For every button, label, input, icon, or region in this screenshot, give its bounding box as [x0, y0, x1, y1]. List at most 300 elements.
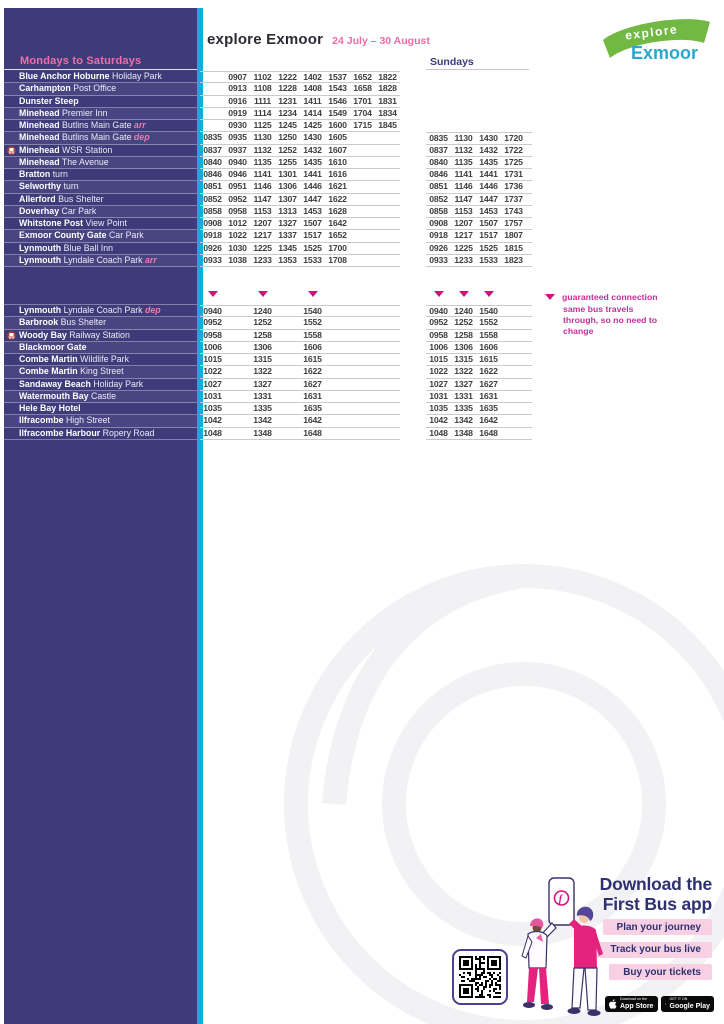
stop-row [4, 391, 197, 403]
sun-time-row [426, 145, 532, 157]
stop-row [4, 218, 197, 230]
time-cell: 0858 [203, 205, 222, 216]
stop-name-bold: Lynmouth [19, 242, 62, 253]
time-cell: 0940 [228, 156, 247, 167]
time-cell: 1606 [479, 341, 498, 352]
time-cell [350, 306, 375, 317]
time-cell [350, 230, 375, 241]
time-cell: 1258 [253, 329, 272, 340]
stop-name-bold: Exmoor County Gate [19, 230, 107, 241]
time-cell [501, 120, 526, 132]
time-cell: 1822 [378, 72, 397, 82]
svg-text:explore: explore [624, 22, 679, 43]
time-cell: 1621 [328, 181, 347, 192]
google-play-badge [661, 996, 714, 1012]
sun-time-row [426, 181, 532, 193]
time-cell: 1736 [504, 181, 523, 192]
stop-name-rest: The Avenue [61, 156, 109, 167]
time-cell: 1307 [278, 193, 297, 204]
stop-row [4, 354, 197, 366]
time-cell: 1828 [378, 83, 397, 94]
time-cell [225, 342, 250, 353]
time-cell [225, 354, 250, 365]
time-cell: 1628 [328, 205, 347, 216]
time-cell: 1252 [454, 317, 473, 328]
time-cell: 1635 [479, 403, 498, 413]
weekday-header: Mondays to Saturdays [20, 55, 142, 67]
stop-name-rest: Butlins Main Gate [62, 132, 132, 143]
stop-name-suffix: dep [145, 305, 161, 315]
time-cell: 1231 [278, 95, 297, 106]
time-cell: 1525 [303, 242, 322, 253]
time-cell: 1543 [328, 83, 347, 94]
sun-time-row [426, 305, 532, 317]
time-cell: 1042 [203, 415, 222, 426]
time-cell: 1720 [504, 133, 523, 144]
ms-time-row [200, 330, 400, 342]
ms-time-row [200, 96, 400, 108]
time-cell: 0852 [429, 193, 448, 204]
explore-exmoor-logo [598, 12, 714, 66]
time-cell: 1225 [454, 242, 473, 253]
time-cell: 0907 [228, 72, 247, 82]
time-cell [350, 403, 375, 414]
time-cell: 1549 [328, 107, 347, 118]
ms-gap [200, 267, 400, 305]
time-cell [225, 428, 250, 439]
time-cell: 0840 [429, 156, 448, 167]
stop-name-bold: Selworthy [19, 181, 62, 192]
ms-time-row [200, 391, 400, 403]
rail-interchange-icon [7, 146, 16, 155]
time-cell: 1616 [328, 169, 347, 179]
time-cell: 1708 [328, 254, 347, 265]
time-cell: 1252 [278, 144, 297, 155]
time-cell [426, 71, 451, 83]
sun-time-row [426, 366, 532, 378]
ms-time-row [200, 194, 400, 206]
time-cell [375, 403, 400, 414]
time-cell [476, 96, 501, 108]
stop-name-rest: High Street [65, 415, 110, 426]
time-cell [325, 306, 350, 317]
legend-title: guaranteed connection [562, 292, 658, 302]
time-cell: 0919 [228, 107, 247, 118]
time-cell [501, 403, 526, 414]
time-cell: 1141 [454, 169, 473, 179]
time-cell: 1453 [303, 205, 322, 216]
time-cell [325, 428, 350, 439]
connection-triangle-icon [484, 291, 494, 297]
time-cell: 1435 [479, 156, 498, 167]
time-cell: 0916 [228, 95, 247, 106]
stop-name-rest: Holiday Park [93, 378, 144, 389]
time-cell: 1006 [203, 341, 222, 352]
time-cell: 1622 [303, 366, 322, 377]
stop-name-bold: Whitstone Post [19, 218, 84, 228]
time-cell [501, 366, 526, 377]
time-cell: 0908 [203, 218, 222, 228]
time-cell [350, 218, 375, 229]
ms-time-row [200, 145, 400, 157]
stops-rows [4, 71, 197, 440]
time-cell: 1635 [303, 403, 322, 413]
app-store-badge [605, 996, 658, 1012]
time-cell: 1313 [278, 205, 297, 216]
sunday-header: Sundays [430, 56, 474, 68]
date-range: 24 July – 30 August [332, 35, 430, 47]
time-cell: 0918 [429, 230, 448, 241]
time-cell [225, 403, 250, 414]
time-cell [375, 306, 400, 317]
sun-time-row [426, 83, 532, 95]
stop-row [4, 96, 197, 108]
stop-name-bold: Minehead [19, 132, 60, 143]
time-cell: 1012 [228, 218, 247, 228]
time-cell: 1432 [303, 144, 322, 155]
promo-title [600, 875, 712, 914]
time-cell [275, 391, 300, 402]
time-cell [325, 330, 350, 341]
time-cell [501, 330, 526, 341]
time-cell: 1700 [328, 242, 347, 253]
time-cell: 0918 [203, 230, 222, 241]
time-cell: 1322 [253, 366, 272, 377]
time-cell [350, 415, 375, 426]
ms-time-row [200, 366, 400, 378]
ms-time-row [200, 169, 400, 181]
stop-name-bold: Blue Anchor Hoburne [19, 71, 110, 81]
stop-name-rest: Wildlife Park [80, 354, 129, 364]
promo-title-line2: First Bus app [602, 893, 712, 914]
time-cell [375, 366, 400, 377]
stop-row [4, 181, 197, 193]
time-cell: 1552 [303, 317, 322, 328]
time-cell [375, 317, 400, 328]
time-cell: 1130 [454, 133, 473, 144]
time-cell: 1301 [278, 169, 297, 179]
time-cell [275, 306, 300, 317]
time-cell: 1627 [303, 378, 322, 389]
time-cell: 0851 [429, 181, 448, 192]
time-cell: 1240 [454, 306, 473, 316]
time-cell: 1600 [328, 120, 347, 130]
time-cell [350, 342, 375, 353]
time-cell: 1546 [328, 95, 347, 106]
time-cell: 1222 [278, 72, 297, 82]
stop-name-rest: Blue Ball Inn [63, 242, 114, 253]
time-cell [476, 71, 501, 83]
time-cell: 1348 [253, 427, 272, 438]
time-cell: 1337 [278, 230, 297, 241]
page-title-wrap [207, 31, 430, 48]
time-cell: 1335 [454, 403, 473, 413]
time-cell [451, 83, 476, 95]
time-cell: 1015 [429, 354, 448, 364]
time-cell [350, 391, 375, 402]
time-cell [350, 206, 375, 217]
connection-triangle-icon [459, 291, 469, 297]
time-cell: 1252 [253, 317, 272, 328]
sunday-underline [426, 69, 529, 70]
time-cell [275, 415, 300, 426]
time-cell [350, 169, 375, 180]
stop-row [4, 243, 197, 255]
sun-time-row [426, 428, 532, 440]
time-cell: 1353 [278, 254, 297, 265]
stop-name-bold: Dunster Steep [19, 95, 79, 106]
time-cell [451, 96, 476, 108]
time-cell [350, 145, 375, 156]
time-cell: 1408 [303, 83, 322, 94]
svg-text:Exmoor: Exmoor [631, 43, 699, 63]
sun-time-row [426, 415, 532, 427]
stop-row [4, 342, 197, 354]
time-cell [200, 72, 225, 83]
stop-row [4, 230, 197, 242]
time-cell [451, 108, 476, 120]
pill-buy-tickets: Buy your tickets [609, 964, 712, 980]
time-cell: 1446 [303, 181, 322, 192]
time-cell: 1743 [504, 205, 523, 216]
time-cell: 0840 [203, 156, 222, 167]
svg-text:f: f [558, 894, 563, 905]
stop-name-rest: Lyndale Coach Park [63, 305, 143, 315]
ms-time-row [200, 157, 400, 169]
time-cell: 1622 [479, 366, 498, 377]
time-cell [350, 330, 375, 341]
time-cell: 1430 [303, 132, 322, 143]
promo-title-line1: Download the [599, 874, 712, 894]
time-cell: 1606 [303, 341, 322, 352]
sun-time-row [426, 379, 532, 391]
time-cell: 1132 [253, 144, 272, 155]
time-cell: 1446 [479, 181, 498, 192]
time-cell [426, 120, 451, 132]
stop-name-bold: Allerford [19, 193, 56, 204]
time-cell: 0958 [429, 329, 448, 340]
time-cell [375, 342, 400, 353]
pill-plan-journey: Plan your journey [603, 919, 712, 935]
time-cell: 1141 [253, 169, 272, 179]
time-cell: 0952 [429, 317, 448, 328]
time-cell: 1537 [328, 72, 347, 82]
time-cell: 1834 [378, 107, 397, 118]
time-cell: 1114 [253, 107, 272, 118]
time-cell: 1642 [479, 415, 498, 426]
stop-name-rest: Car Park [108, 230, 144, 241]
time-cell [325, 403, 350, 414]
stop-name-suffix: arr [133, 120, 146, 130]
sun-time-row [426, 194, 532, 206]
stop-name-bold: Lynmouth [19, 254, 62, 265]
sun-time-row [426, 255, 532, 267]
stop-name-bold: Hele Bay Hotel [19, 403, 81, 413]
stop-row [4, 379, 197, 391]
time-cell: 1430 [479, 133, 498, 144]
stop-row [4, 120, 197, 132]
time-cell: 1250 [278, 132, 297, 143]
time-cell: 1558 [303, 329, 322, 340]
time-cell: 1652 [353, 72, 372, 82]
time-cell: 1240 [253, 306, 272, 316]
stop-row [4, 206, 197, 218]
time-cell [275, 403, 300, 414]
store-badges [605, 996, 714, 1012]
stop-name-rest: Castle [91, 390, 116, 401]
time-cell: 0926 [429, 242, 448, 253]
apple-logo-icon [609, 999, 617, 1009]
time-cell [275, 330, 300, 341]
connection-triangle-icon [208, 291, 218, 297]
time-cell [200, 96, 225, 107]
ms-time-row [200, 428, 400, 440]
time-cell [375, 391, 400, 402]
sun-time-row [426, 169, 532, 181]
time-cell [375, 206, 400, 217]
time-cell [375, 379, 400, 390]
time-cell: 1615 [303, 354, 322, 364]
time-cell [501, 317, 526, 328]
ms-time-row [200, 181, 400, 193]
sun-time-row [426, 108, 532, 120]
time-cell: 1146 [253, 181, 272, 192]
stop-name-bold: Minehead [19, 120, 60, 130]
time-cell: 0926 [203, 242, 222, 253]
time-cell [350, 255, 375, 266]
time-cell: 1447 [479, 193, 498, 204]
connection-triangle-icon [308, 291, 318, 297]
time-cell: 1245 [278, 120, 297, 130]
time-cell [225, 366, 250, 377]
time-cell: 1125 [253, 120, 272, 130]
time-cell: 0835 [429, 133, 448, 144]
time-cell [325, 354, 350, 365]
time-cell: 1411 [303, 95, 322, 106]
time-cell: 1038 [228, 254, 247, 265]
sun-time-row [426, 243, 532, 255]
time-cell: 1823 [504, 254, 523, 265]
time-cell [325, 379, 350, 390]
time-cell: 1525 [479, 242, 498, 253]
time-cell: 1331 [253, 390, 272, 401]
time-cell: 1207 [454, 218, 473, 228]
time-cell: 1435 [303, 156, 322, 167]
time-cell: 1153 [454, 205, 473, 216]
time-cell: 1135 [454, 156, 473, 167]
time-cell [350, 194, 375, 205]
connection-triangle-icon [258, 291, 268, 297]
sun-time-row [426, 96, 532, 108]
time-cell: 1432 [479, 144, 498, 155]
ms-time-row [200, 243, 400, 255]
time-cell: 1558 [479, 329, 498, 340]
time-cell: 1135 [253, 156, 272, 167]
time-cell [200, 120, 225, 131]
sun-rows [426, 71, 532, 440]
time-cell: 1607 [328, 144, 347, 155]
time-cell [476, 108, 501, 120]
stop-name-rest: Holiday Park [112, 71, 162, 81]
ms-time-row [200, 120, 400, 132]
stop-row [4, 71, 197, 83]
stop-name-bold: Bratton [19, 169, 51, 179]
time-cell: 0958 [228, 205, 247, 216]
time-cell: 1031 [429, 390, 448, 401]
pill-track-bus: Track your bus live [596, 942, 712, 958]
stop-name-rest: View Point [85, 218, 127, 228]
person-left [522, 918, 556, 1010]
time-cell [275, 342, 300, 353]
ms-time-row [200, 255, 400, 267]
stop-name-rest: Railway Station [69, 329, 130, 340]
ms-time-row [200, 415, 400, 427]
time-cell: 0940 [429, 306, 448, 316]
time-cell [501, 96, 526, 108]
time-cell: 1731 [504, 169, 523, 179]
time-cell: 1507 [479, 218, 498, 228]
time-cell [325, 366, 350, 377]
time-cell: 1228 [278, 83, 297, 94]
time-cell: 0940 [203, 306, 222, 316]
stop-row [4, 255, 197, 267]
time-cell: 1315 [454, 354, 473, 364]
rail-interchange-icon [7, 331, 16, 340]
sun-time-row [426, 71, 532, 83]
time-cell: 1035 [429, 403, 448, 413]
time-cell [451, 71, 476, 83]
sun-time-row [426, 317, 532, 329]
time-cell: 0913 [228, 83, 247, 94]
time-cell [350, 379, 375, 390]
time-cell: 1027 [203, 378, 222, 389]
ms-time-row [200, 403, 400, 415]
stop-row [4, 169, 197, 181]
time-cell: 1605 [328, 132, 347, 143]
time-cell [225, 306, 250, 317]
stop-name-bold: Barbrook [19, 317, 59, 328]
time-cell [325, 391, 350, 402]
time-cell [350, 243, 375, 254]
time-cell [225, 379, 250, 390]
time-cell [350, 181, 375, 192]
time-cell: 1042 [429, 415, 448, 426]
time-cell [501, 391, 526, 402]
time-cell [200, 83, 225, 94]
time-cell: 1533 [303, 254, 322, 265]
time-cell: 1335 [253, 403, 272, 413]
time-cell: 1030 [228, 242, 247, 253]
time-cell [275, 428, 300, 439]
time-cell: 1153 [253, 205, 272, 216]
time-cell [426, 108, 451, 120]
time-cell: 0933 [203, 254, 222, 265]
stop-name-rest: Lyndale Coach Park [63, 254, 143, 265]
time-cell: 1540 [479, 306, 498, 316]
time-cell [501, 379, 526, 390]
time-cell: 0846 [203, 169, 222, 179]
sun-time-row [426, 120, 532, 132]
sun-time-row [426, 157, 532, 169]
time-cell: 0958 [203, 329, 222, 340]
sun-gap [426, 267, 532, 305]
time-cell: 1348 [454, 427, 473, 438]
sun-time-row [426, 230, 532, 242]
time-cell: 0937 [228, 144, 247, 155]
time-cell: 1006 [429, 341, 448, 352]
stop-row [4, 83, 197, 95]
ms-time-row [200, 218, 400, 230]
